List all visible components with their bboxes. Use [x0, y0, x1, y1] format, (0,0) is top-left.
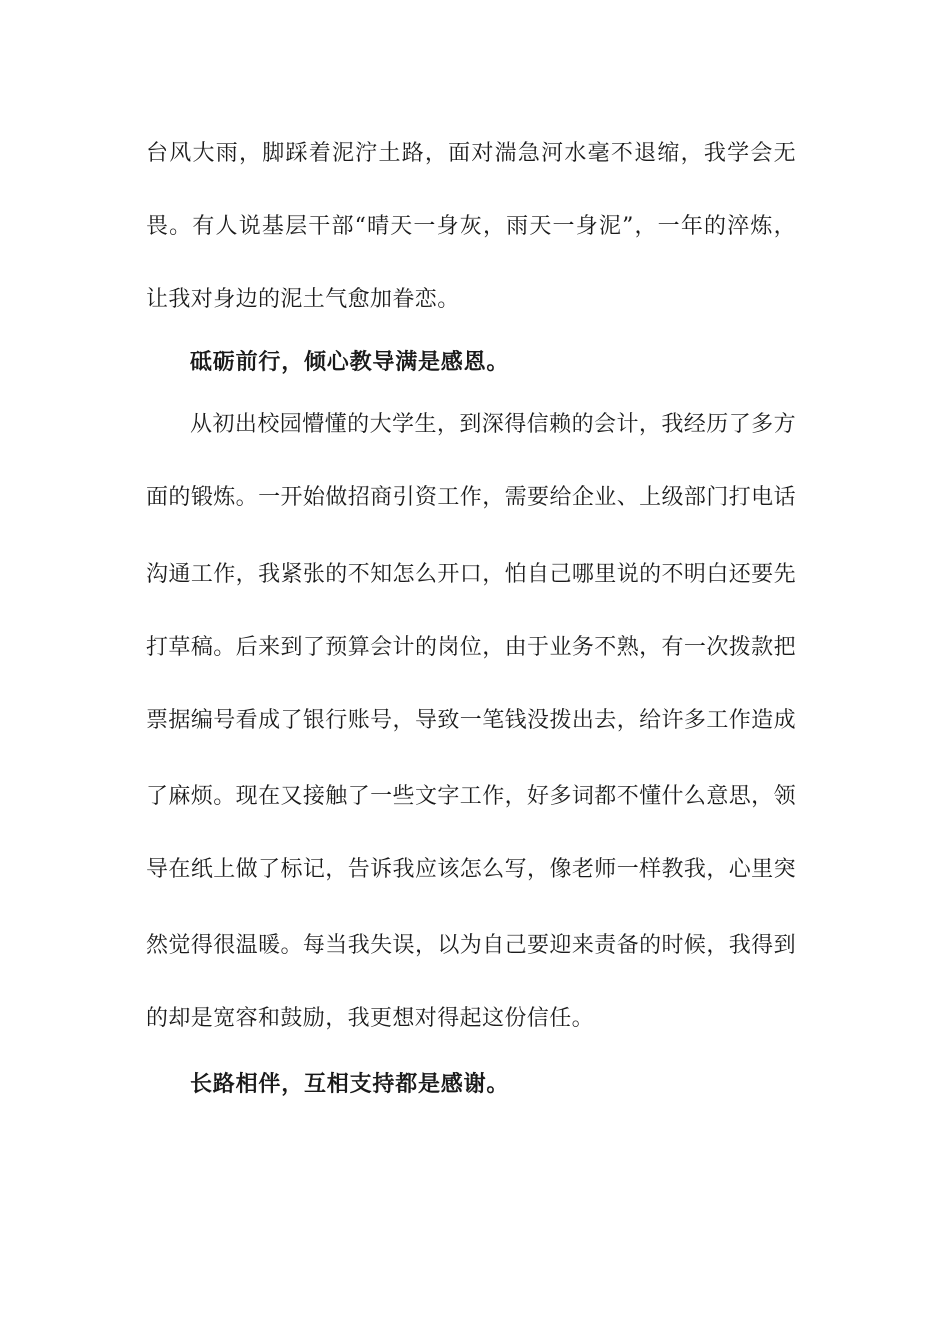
paragraph-line: 导在纸上做了标记，告诉我应该怎么写，像老师一样教我，心里突: [146, 857, 796, 882]
paragraph-line: 了麻烦。现在又接触了一些文字工作，好多词都不懂什么意思，领: [146, 784, 796, 809]
paragraph-line: 让我对身边的泥土气愈加眷恋。: [146, 287, 460, 312]
paragraph-line: 台风大雨，脚踩着泥泞土路，面对湍急河水毫不退缩，我学会无: [146, 141, 796, 166]
section-heading: 砥砺前行，倾心教导满是感恩。: [190, 349, 510, 375]
paragraph-line: 畏。有人说基层干部“晴天一身灰，雨天一身泥”，一年的淬炼，: [146, 214, 796, 239]
paragraph-line: 然觉得很温暖。每当我失误，以为自己要迎来责备的时候，我得到: [146, 933, 796, 958]
paragraph-line: 打草稿。后来到了预算会计的岗位，由于业务不熟，有一次拨款把: [146, 635, 796, 660]
paragraph-line: 面的锻炼。一开始做招商引资工作，需要给企业、上级部门打电话: [146, 485, 796, 510]
paragraph-line: 从初出校园懵懂的大学生，到深得信赖的会计，我经历了多方: [190, 412, 796, 437]
paragraph-line: 的却是宽容和鼓励，我更想对得起这份信任。: [146, 1006, 595, 1031]
paragraph-line: 票据编号看成了银行账号，导致一笔钱没拨出去，给许多工作造成: [146, 708, 796, 733]
paragraph-line: 沟通工作，我紧张的不知怎么开口，怕自己哪里说的不明白还要先: [146, 562, 796, 587]
section-heading: 长路相伴，互相支持都是感谢。: [190, 1071, 510, 1097]
